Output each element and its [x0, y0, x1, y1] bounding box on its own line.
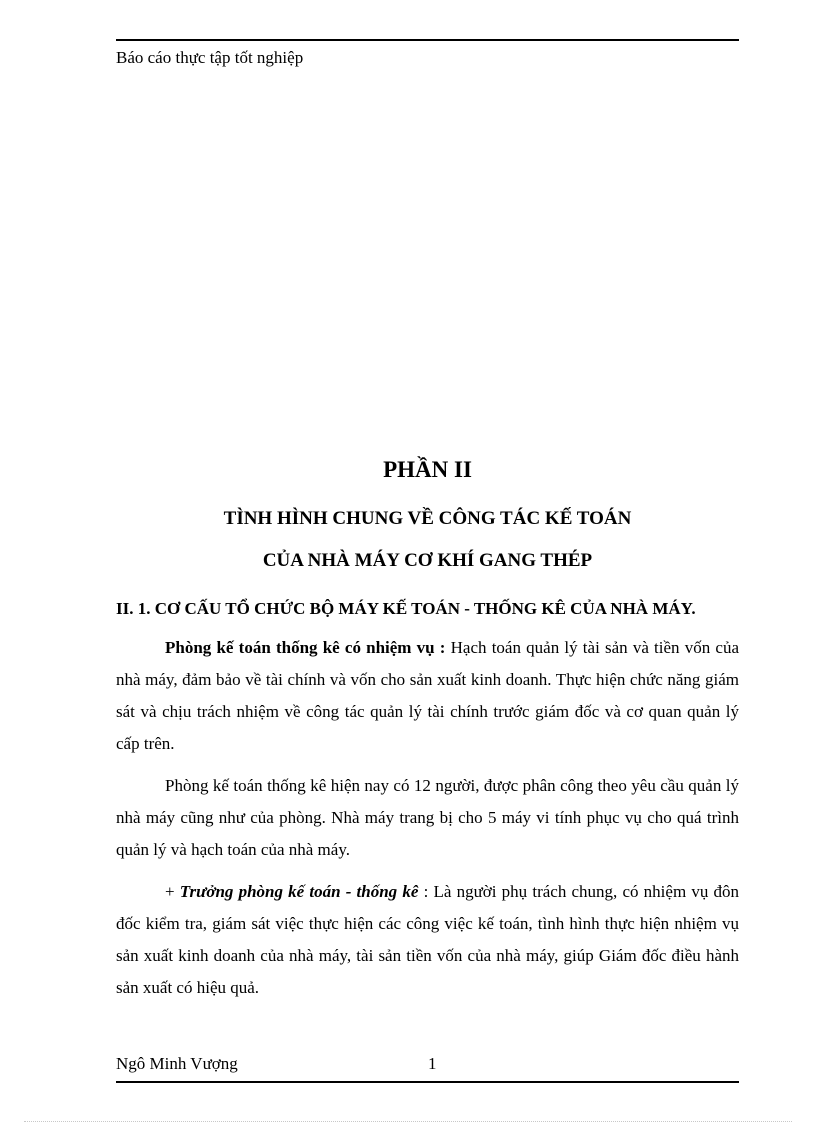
page-number: 1 [428, 1054, 437, 1073]
section-heading: II. 1. CƠ CẤU TỔ CHỨC BỘ MÁY KẾ TOÁN - THỐNG KÊ CỦA NHÀ MÁY. [116, 599, 696, 618]
chapter-title-line-1: TÌNH HÌNH CHUNG VỀ CÔNG TÁC KẾ TOÁN [223, 508, 632, 529]
footer-rule [116, 1081, 739, 1083]
paragraph-3-prefix: + [165, 882, 180, 901]
paragraph-2 [116, 770, 739, 866]
paragraph-1-label: Phòng kế toán thống kê có nhiệm vụ : [165, 638, 446, 657]
paragraph-3-label: Trưởng phòng kế toán - thống kê [179, 882, 419, 901]
paragraph-1-text: Hạch toán quản lý tài sản và tiền vốn của nhà máy, đảm bảo về tài chính và vốn cho sản xuất kinh doanh. Thực hiện chức năng giám sát và chịu trách nhiệm về công tác quản lý tài chính trước giám đốc và cơ quan quản lý cấp trên. [116, 638, 740, 753]
document-body [116, 593, 739, 1014]
chapter-title-line-2: CỦA NHÀ MÁY CƠ KHÍ GANG THÉP [262, 550, 593, 571]
paragraph-1 [116, 632, 739, 760]
header-rule [116, 39, 739, 41]
footer-author: Ngô Minh Vượng [116, 1054, 238, 1073]
part-title: PHẦN II [383, 457, 472, 482]
page-boundary [24, 1121, 792, 1122]
paragraph-3 [116, 876, 739, 1004]
paragraph-2-text: Phòng kế toán thống kê hiện nay có 12 người, được phân công theo yêu cầu quản lý nhà máy cũng như của phòng. Nhà máy trang bị cho 5 máy vi tính phục vụ cho quá trình quản lý và hạch toán của nhà máy. [116, 776, 739, 859]
page-header: Báo cáo thực tập tốt nghiệp [116, 48, 304, 67]
paragraph-3-text: : Là người phụ trách chung, có nhiệm vụ đôn đốc kiểm tra, giám sát việc thực hiện các công việc kế toán, tình hình thực hiện nhiệm vụ sản xuất kinh doanh của nhà máy, tài sản tiền vốn của nhà máy, giúp Giám đốc điều hành sản xuất có hiệu quả. [116, 882, 740, 997]
